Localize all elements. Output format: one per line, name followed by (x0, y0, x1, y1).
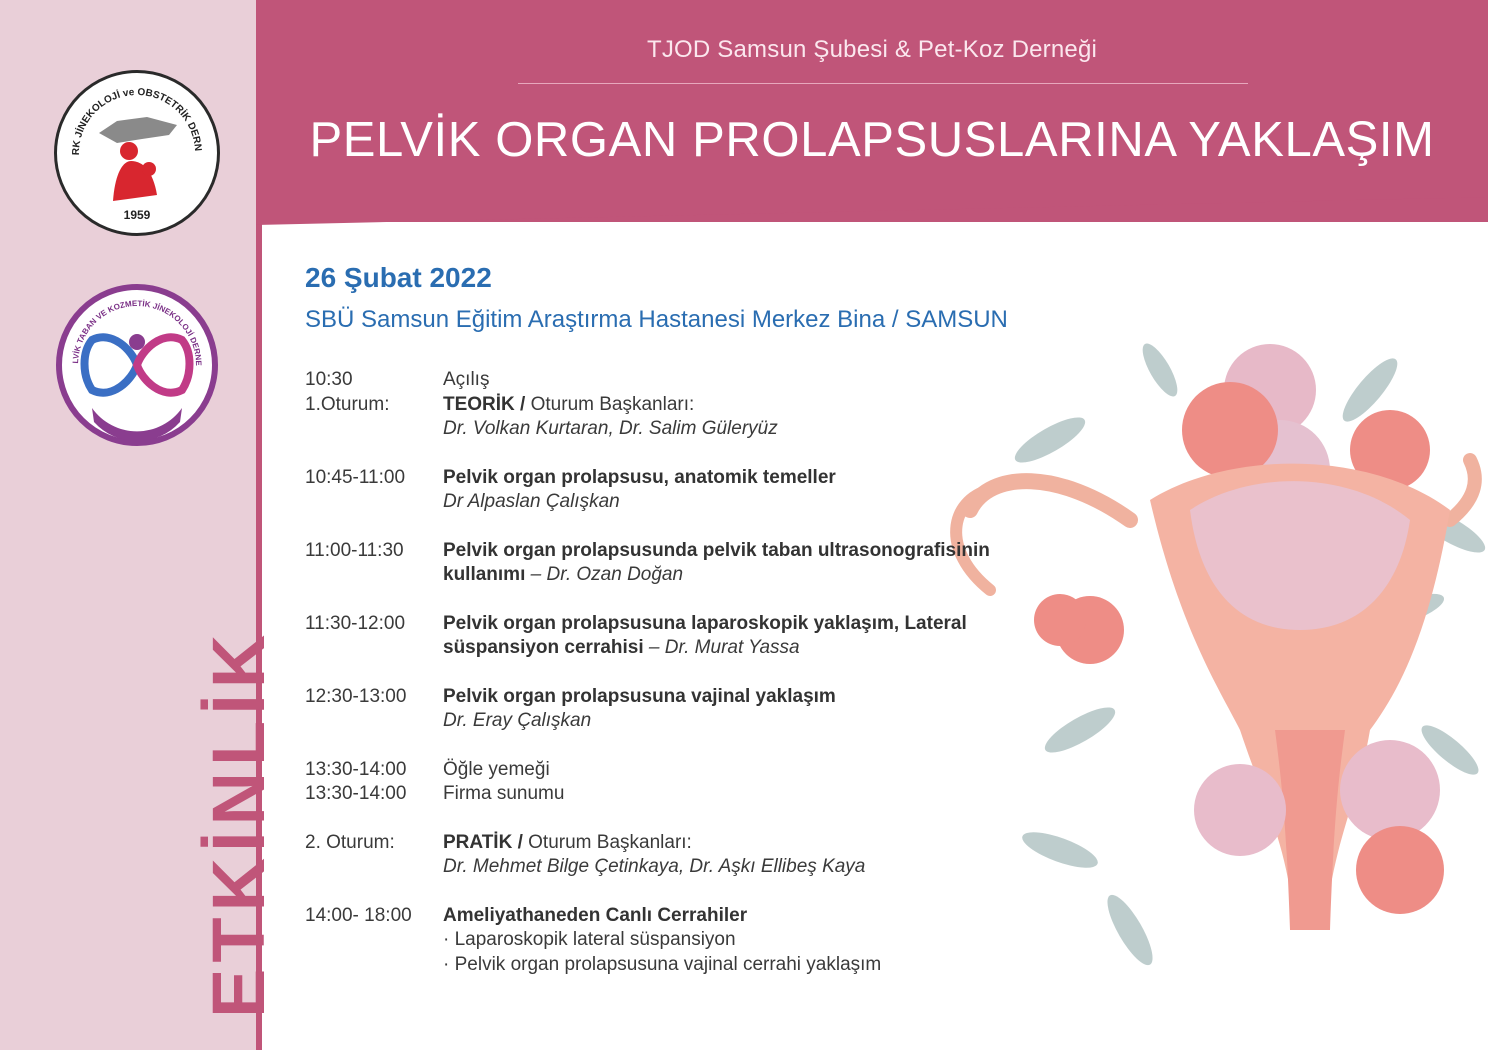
header-banner (256, 0, 1488, 222)
program-schedule (305, 368, 1085, 977)
talk-title-cont: kullanımı (443, 564, 526, 585)
petkoz-logo-year: 2021 (124, 414, 150, 429)
session-chairs-label: Oturum Başkanları: (525, 393, 695, 415)
program-row-talk (305, 539, 1085, 588)
talk-title: Pelvik organ prolapsusunda pelvik taban ultrasonografisinin (443, 539, 990, 561)
session-chairs-label: Oturum Başkanları: (522, 831, 692, 853)
program-row-sponsor (305, 782, 1085, 807)
row-time: 11:30-12:00 (305, 612, 406, 634)
row-time: 10:45-11:00 (305, 466, 406, 488)
row-time: 1.Oturum: (305, 393, 390, 415)
program-row-talk (305, 466, 1085, 515)
bullet-item: · Pelvik organ prolapsusuna vajinal cerrahi yaklaşım (443, 953, 882, 975)
program-row-talk (305, 685, 1085, 734)
tjod-logo-year: 1959 (123, 208, 151, 222)
row-time: 11:00-11:30 (305, 539, 404, 561)
row-time: 10:30 (305, 369, 353, 390)
petkoz-logo-icon (62, 290, 212, 440)
row-time: 13:30-14:00 (305, 758, 407, 780)
program-row-session2 (305, 831, 1085, 880)
petkoz-logo (56, 284, 218, 446)
etkinlik-label: ETKİNLİK (197, 628, 280, 1018)
program-row-opening (305, 368, 1085, 393)
tjod-logo-icon (57, 73, 217, 233)
session-chairs: Dr. Mehmet Bilge Çetinkaya, Dr. Aşkı Ellibeş Kaya (443, 856, 866, 877)
tjod-logo (54, 70, 220, 236)
tjod-logo-text: RK JİNEKOLOJİ ve OBSTETRİK DERN (70, 86, 204, 156)
row-time: 2. Oturum: (305, 831, 395, 853)
session-chairs: Dr. Volkan Kurtaran, Dr. Salim Güleryüz (443, 418, 778, 439)
talk-title: Pelvik organ prolapsusuna laparoskopik yaklaşım, Lateral (443, 612, 967, 634)
talk-title-cont: süspansiyon cerrahisi (443, 637, 644, 658)
talk-title: Pelvik organ prolapsusu, anatomik temeller (443, 466, 836, 488)
header-divider (518, 83, 1248, 84)
program-row-talk (305, 612, 1085, 661)
row-time: 12:30-13:00 (305, 685, 407, 707)
row-time: 14:00- 18:00 (305, 904, 412, 926)
bullet-item: · Laparoskopik lateral süspansiyon (443, 929, 736, 950)
organizers: TJOD Samsun Şubesi & Pet-Koz Derneği (646, 36, 1098, 63)
row-text: Açılış (443, 369, 490, 390)
program-row-live-surgery (305, 904, 1085, 978)
row-time: 13:30-14:00 (305, 783, 407, 804)
talk-speaker: Dr Alpaslan Çalışkan (443, 491, 620, 512)
talk-speaker: – Dr. Murat Yassa (643, 637, 800, 658)
session-type: PRATİK / (443, 831, 523, 853)
talk-speaker: Dr. Eray Çalışkan (443, 710, 592, 731)
talk-title: Pelvik organ prolapsusuna vajinal yaklaşım (443, 685, 836, 707)
event-title: PELVİK ORGAN PROLAPSUSLARINA YAKLAŞIM (309, 113, 1435, 167)
talk-speaker: – Dr. Ozan Doğan (525, 564, 684, 585)
row-text: Firma sunumu (443, 783, 565, 804)
session-type: TEORİK / (443, 393, 526, 415)
header-wedge (256, 195, 1488, 255)
event-venue: SBÜ Samsun Eğitim Araştırma Hastanesi Merkez Bina / SAMSUN (305, 306, 1008, 333)
row-text: Öğle yemeği (443, 758, 550, 780)
petkoz-logo-text: LVİK TABAN VE KOZMETİK JİNEKOLOJİ DERNE (70, 298, 204, 366)
talk-title: Ameliyathaneden Canlı Cerrahiler (443, 904, 748, 926)
program-row-session1 (305, 393, 1085, 442)
event-date: 26 Şubat 2022 (305, 262, 492, 293)
program-row-lunch (305, 758, 1085, 783)
